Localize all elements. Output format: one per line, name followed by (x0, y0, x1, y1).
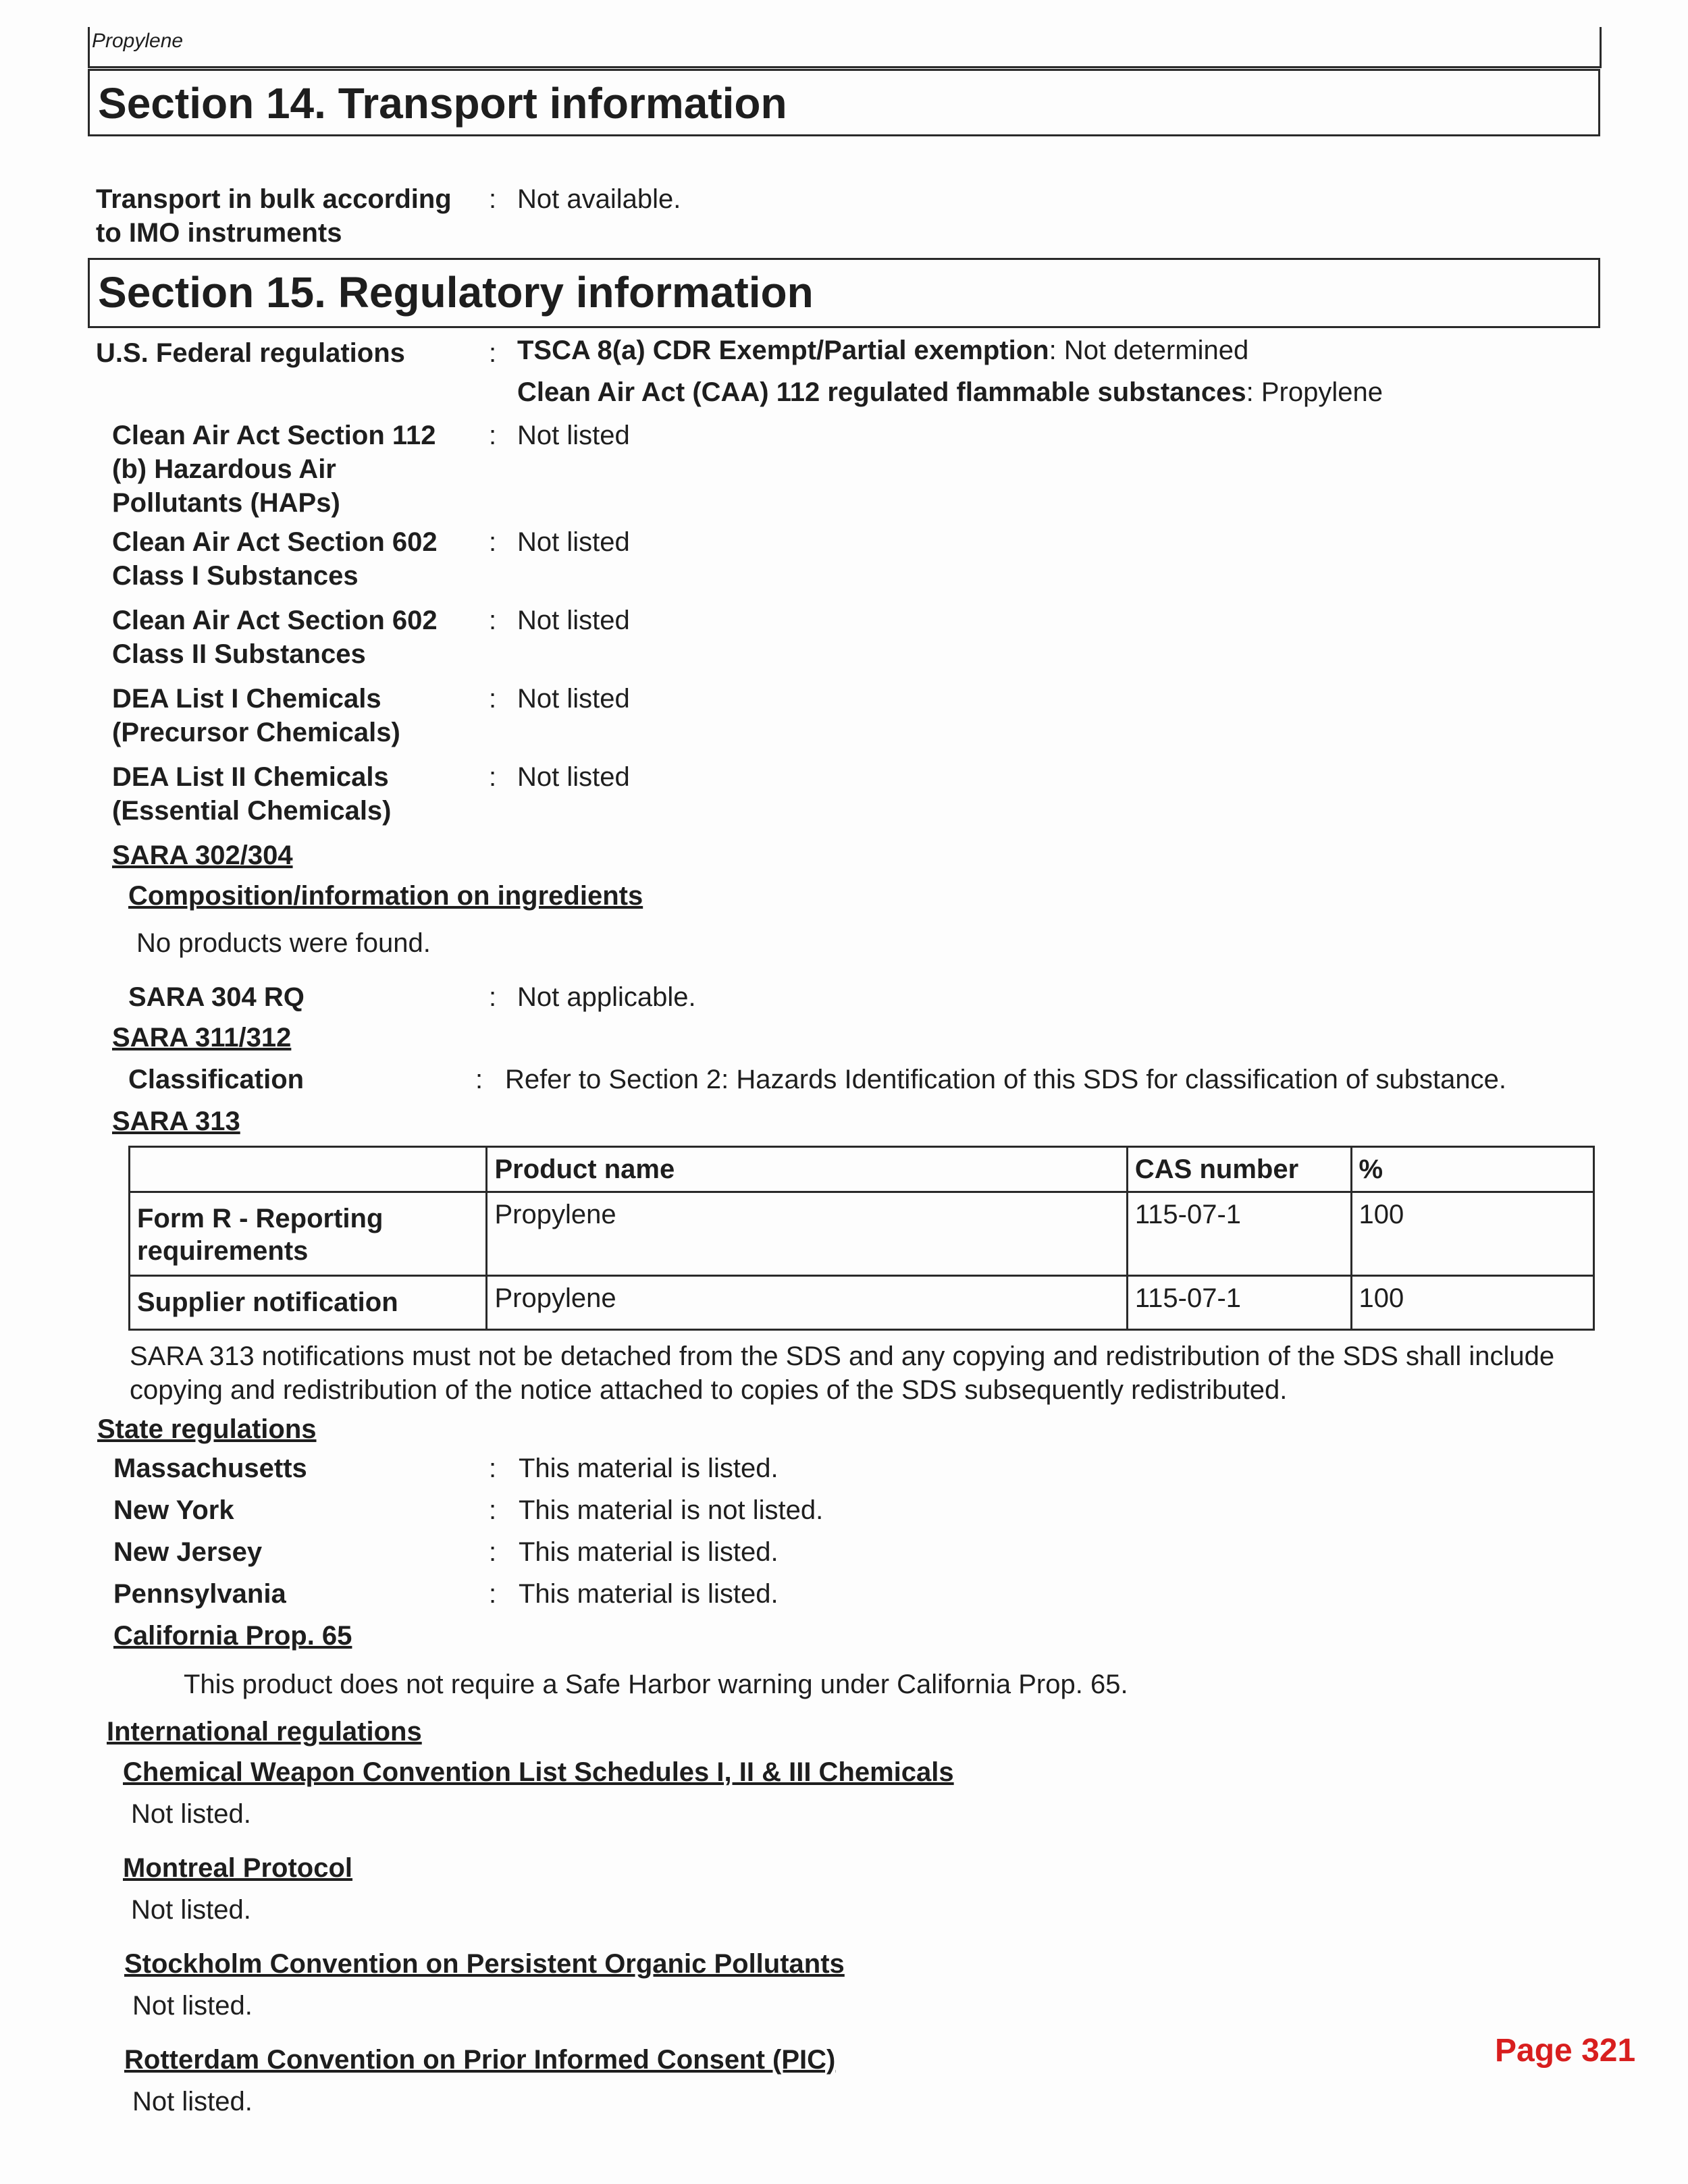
classification-value: Refer to Section 2: Hazards Identification of this SDS for classification of substance. (505, 1065, 1506, 1094)
international-regulations-heading: International regulations (107, 1717, 422, 1747)
colon: : (489, 527, 497, 557)
dea-list2-value: Not listed (517, 762, 630, 792)
percent-cell: 100 (1351, 1276, 1593, 1330)
no-products-text: No products were found. (136, 928, 431, 958)
montreal-protocol-heading: Montreal Protocol (123, 1853, 353, 1883)
table-row (130, 1192, 1594, 1276)
colon: : (489, 338, 497, 368)
row-label-cell: Supplier notification (130, 1276, 487, 1330)
colon: : (489, 421, 497, 450)
dea-list2-label-line2: (Essential Chemicals) (112, 796, 392, 826)
colon: : (489, 1454, 497, 1483)
product-name-cell: Propylene (487, 1192, 1127, 1276)
caa-112b-label-line1: Clean Air Act Section 112 (112, 421, 436, 450)
table-header-cell: Product name (487, 1147, 1127, 1192)
state-name: Pennsylvania (113, 1579, 286, 1609)
california-prop65-text: This product does not require a Safe Harbor warning under California Prop. 65. (184, 1670, 1128, 1699)
classification-label: Classification (128, 1065, 305, 1094)
composition-heading: Composition/information on ingredients (128, 881, 643, 911)
rotterdam-convention-value: Not listed. (132, 2087, 253, 2116)
state-name: Massachusetts (113, 1454, 307, 1483)
table-header-cell: % (1351, 1147, 1593, 1192)
table-row (130, 1276, 1594, 1330)
stockholm-convention-heading: Stockholm Convention on Persistent Organic Pollutants (124, 1949, 845, 1979)
state-value: This material is listed. (519, 1537, 779, 1567)
dea-list2-label-line1: DEA List II Chemicals (112, 762, 389, 792)
sara-304-rq-label: SARA 304 RQ (128, 982, 305, 1012)
dea-list1-label-line1: DEA List I Chemicals (112, 684, 381, 714)
caa-112b-label-line2: (b) Hazardous Air (112, 454, 336, 484)
colon: : (489, 684, 497, 714)
cas-number-cell: 115-07-1 (1127, 1192, 1351, 1276)
us-federal-label: U.S. Federal regulations (96, 338, 405, 368)
transport-bulk-label-line1: Transport in bulk according (96, 184, 452, 214)
sara-304-rq-value: Not applicable. (517, 982, 696, 1012)
caa-line: Clean Air Act (CAA) 112 regulated flammable substances: Propylene (517, 377, 1383, 407)
caa-602-class1-label-line2: Class I Substances (112, 561, 359, 591)
table-header-row (130, 1147, 1594, 1192)
transport-bulk-value: Not available. (517, 184, 681, 214)
sara-313-table (128, 1146, 1595, 1331)
caa-602-class2-label-line2: Class II Substances (112, 639, 366, 669)
state-regulations-heading: State regulations (97, 1414, 317, 1444)
caa-602-class1-label-line1: Clean Air Act Section 602 (112, 527, 438, 557)
state-name: New York (113, 1495, 234, 1525)
sara-313-heading: SARA 313 (112, 1107, 240, 1136)
colon: : (489, 184, 497, 214)
table-header-cell (130, 1147, 487, 1192)
caa-112b-label-line3: Pollutants (HAPs) (112, 488, 340, 518)
state-value: This material is listed. (519, 1579, 779, 1609)
section-15-heading: Section 15. Regulatory information (88, 258, 1600, 328)
california-prop65-heading: California Prop. 65 (113, 1621, 352, 1651)
dea-list1-value: Not listed (517, 684, 630, 714)
caa-112b-value: Not listed (517, 421, 630, 450)
cwc-heading: Chemical Weapon Convention List Schedules I, II & III Chemicals (123, 1757, 954, 1787)
caa-602-class2-value: Not listed (517, 606, 630, 635)
sara-note-line1: SARA 313 notifications must not be detached from the SDS and any copying and redistribution of the SDS shall include (130, 1341, 1555, 1371)
page-header-frame (88, 27, 1602, 68)
colon: : (489, 1495, 497, 1525)
table-header-cell: CAS number (1127, 1147, 1351, 1192)
caa-602-class2-label-line1: Clean Air Act Section 602 (112, 606, 438, 635)
product-name-cell: Propylene (487, 1276, 1127, 1330)
cwc-value: Not listed. (131, 1799, 251, 1829)
page-number: Page 321 (1495, 2033, 1636, 2069)
section-14-heading: Section 14. Transport information (88, 69, 1600, 136)
sara-302-304-heading: SARA 302/304 (112, 841, 293, 870)
colon: : (489, 606, 497, 635)
caa-label: Clean Air Act (CAA) 112 regulated flammable substances (517, 377, 1246, 407)
caa-value: Propylene (1261, 377, 1383, 407)
row-label-line2: requirements (137, 1236, 309, 1266)
colon: : (489, 762, 497, 792)
tsca-value: Not determined (1063, 336, 1249, 365)
dea-list1-label-line2: (Precursor Chemicals) (112, 718, 400, 747)
colon: : (489, 1537, 497, 1567)
product-name-header: Propylene (92, 30, 184, 52)
rotterdam-convention-heading: Rotterdam Convention on Prior Informed Consent (PIC) (124, 2045, 836, 2075)
caa-602-class1-value: Not listed (517, 527, 630, 557)
percent-cell: 100 (1351, 1192, 1593, 1276)
sara-311-312-heading: SARA 311/312 (112, 1023, 292, 1053)
state-value: This material is not listed. (519, 1495, 824, 1525)
colon: : (489, 1579, 497, 1609)
row-label-cell (130, 1192, 487, 1276)
transport-bulk-label-line2: to IMO instruments (96, 218, 342, 248)
state-name: New Jersey (113, 1537, 263, 1567)
row-label-line1: Form R - Reporting (137, 1204, 384, 1233)
cas-number-cell: 115-07-1 (1127, 1276, 1351, 1330)
colon: : (489, 982, 497, 1012)
sara-note-line2: copying and redistribution of the notice attached to copies of the SDS subsequently redistributed. (130, 1375, 1288, 1405)
tsca-line: TSCA 8(a) CDR Exempt/Partial exemption: Not determined (517, 336, 1249, 365)
colon: : (475, 1065, 483, 1094)
stockholm-convention-value: Not listed. (132, 1991, 253, 2021)
montreal-protocol-value: Not listed. (131, 1895, 251, 1925)
tsca-label: TSCA 8(a) CDR Exempt/Partial exemption (517, 336, 1049, 365)
state-value: This material is listed. (519, 1454, 779, 1483)
